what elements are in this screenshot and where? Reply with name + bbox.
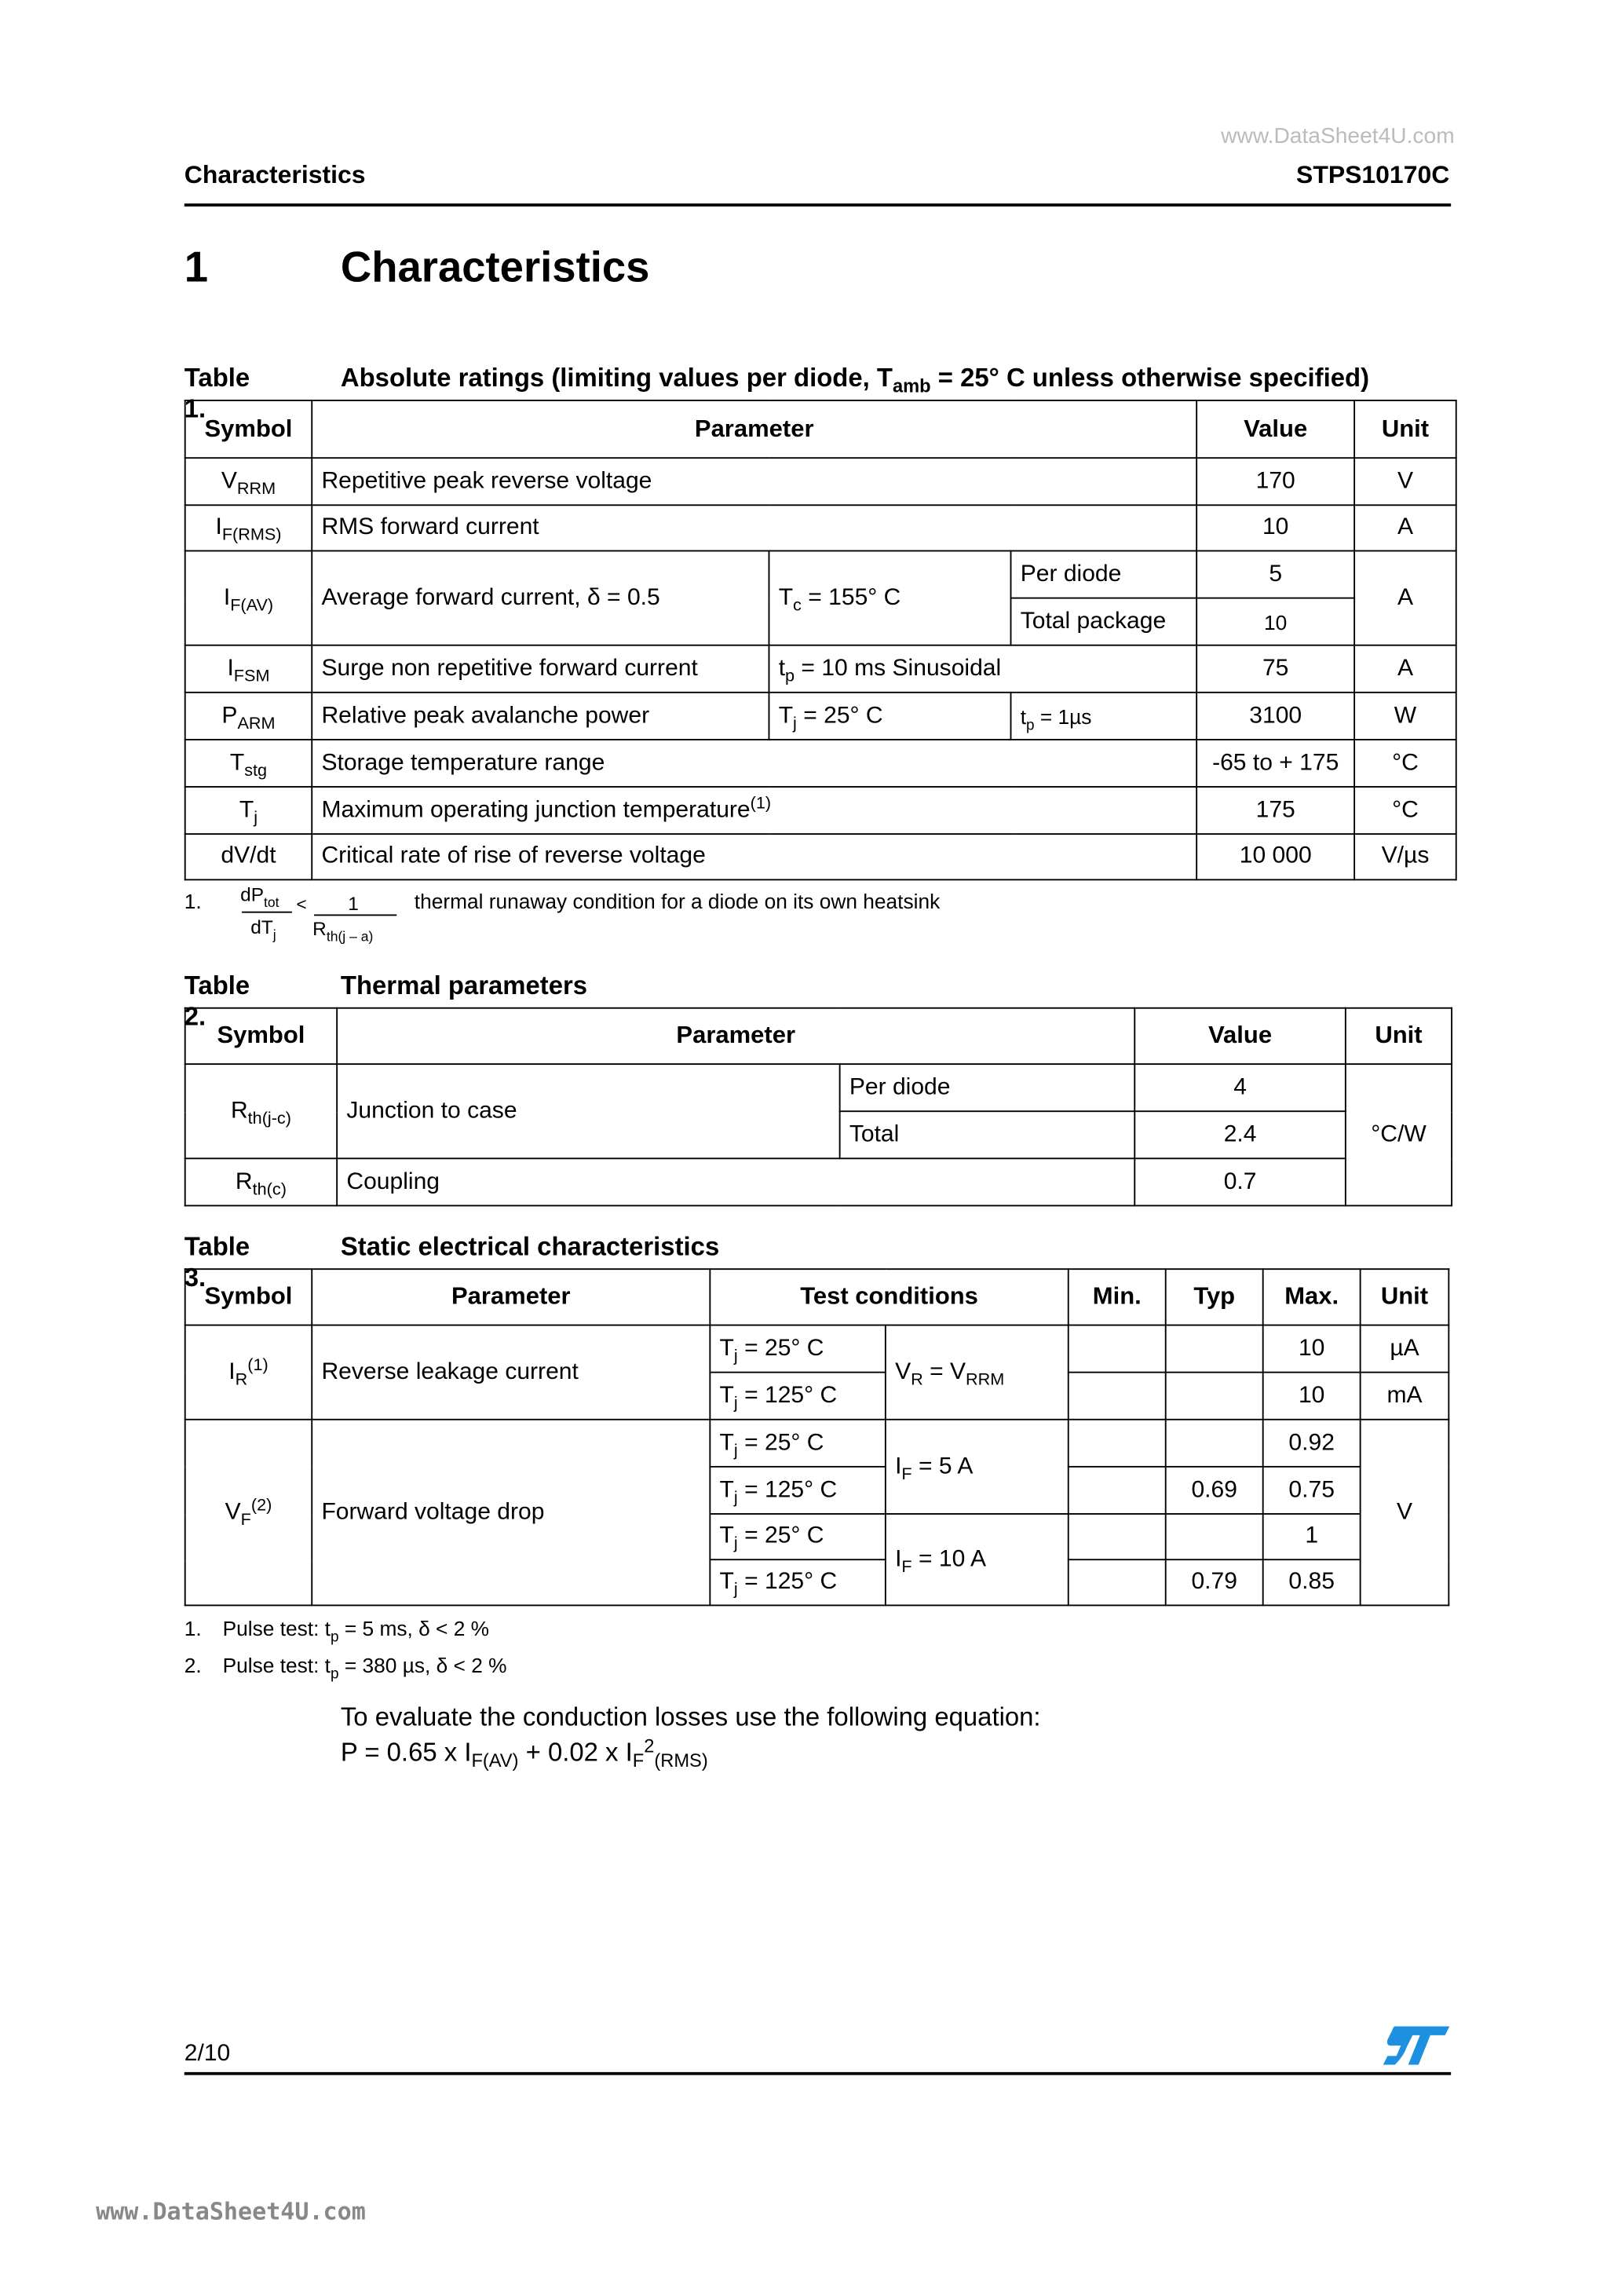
table-cell: 0.75 (1263, 1467, 1361, 1514)
subscript: p (785, 667, 795, 686)
table-cell (185, 1325, 312, 1420)
subscript: amb (892, 375, 931, 397)
text (312, 917, 374, 945)
subscript: FSM (233, 667, 270, 686)
text (1383, 2024, 1451, 2067)
thermal-parameters-table (184, 1007, 1452, 1207)
col-header: Symbol (185, 400, 312, 458)
table-cell: Relative peak avalanche power (312, 693, 769, 740)
table-cell: 5 (1196, 551, 1354, 598)
table-cell: Total package (1011, 598, 1197, 645)
text: I (223, 584, 231, 610)
subscript: F (240, 1511, 251, 1529)
text: thermal runaway condition for a diode on its own heatsink (414, 889, 941, 913)
table-row (185, 400, 1456, 458)
equation-intro: To evaluate the conduction losses use the following equation: (340, 1702, 1041, 1732)
table-cell (886, 1514, 1069, 1605)
header-part-number: STPS10170C (1296, 160, 1450, 189)
table-cell: 1 (1263, 1514, 1361, 1559)
text: < (296, 894, 307, 915)
table-cell: Per diode (840, 1064, 1135, 1111)
subscript: F(AV) (471, 1750, 519, 1771)
table-cell: Coupling (337, 1158, 1134, 1205)
text (1383, 2027, 1450, 2065)
table-cell: 3100 (1196, 693, 1354, 740)
table-row (185, 505, 1456, 550)
table-cell (312, 787, 1196, 834)
subscript: RRM (966, 1370, 1005, 1389)
table-cell (769, 693, 1010, 740)
text: R (230, 1098, 248, 1124)
table-cell: -65 to + 175 (1196, 740, 1354, 787)
table-cell: µA (1361, 1325, 1449, 1373)
text: = 125° C (744, 1382, 838, 1408)
table-cell: $T_j = 25^\circ$ C (710, 1420, 886, 1467)
table-cell: mA (1361, 1373, 1449, 1420)
text (185, 1269, 1449, 1605)
table-cell (1166, 1420, 1263, 1467)
table-cell: $T_j = 125^\circ$ C (710, 1559, 886, 1605)
text: Table 2. (184, 970, 250, 1031)
text: = 5 A (911, 1453, 974, 1479)
table-cell: Forward voltage drop (312, 1420, 710, 1606)
table-cell: A (1354, 505, 1456, 550)
table-cell (1166, 1325, 1263, 1373)
column-header: Min. (1069, 1269, 1166, 1325)
static-electrical-table (184, 1268, 1450, 1606)
subscript: j (733, 1489, 738, 1507)
text: I (228, 1358, 236, 1384)
table-row (185, 458, 1456, 505)
text (185, 400, 1456, 879)
text: 1 (348, 892, 359, 915)
text: t (1020, 704, 1027, 728)
table-cell: Critical rate of rise of reverse voltage (312, 834, 1196, 879)
text: = 10 A (911, 1546, 987, 1572)
table-row (185, 1064, 1452, 1111)
col-header: Parameter (312, 400, 1196, 458)
table-cell: $T_j = 125^\circ$ C (710, 1467, 886, 1514)
text: V (225, 1499, 241, 1525)
table-cell: dV/dt (185, 834, 312, 879)
table-cell: 4 (1134, 1064, 1346, 1111)
subscript: F (632, 1750, 645, 1771)
subscript: p (331, 1629, 339, 1647)
subscript: tot (264, 895, 279, 910)
text: 1. (184, 1616, 202, 1640)
subscript: j (733, 1347, 738, 1366)
text: V (895, 1358, 911, 1384)
table-cell (185, 645, 312, 693)
text: = 25° C unless otherwise specified) (930, 363, 1370, 393)
col-header: Unit (1354, 400, 1456, 458)
text: = 25° C (796, 702, 883, 728)
section-number: 1 (184, 244, 209, 292)
table-cell: °C (1354, 740, 1456, 787)
subscript: j (733, 1581, 738, 1599)
table-cell: Average forward current, δ = 0.5 (312, 551, 769, 645)
header-section: Characteristics (184, 160, 366, 189)
table-cell (185, 505, 312, 550)
text: = 25° C (744, 1523, 824, 1549)
page-number: 2/10 (184, 2041, 231, 2067)
subscript: j (733, 1441, 738, 1460)
column-header: Value (1134, 1008, 1346, 1064)
text: = V (922, 1358, 966, 1384)
text: I (895, 1546, 902, 1572)
column-header: Symbol (185, 1008, 337, 1064)
subscript: F (901, 1464, 912, 1483)
table-cell: 75 (1196, 645, 1354, 693)
table-cell: V (1361, 1420, 1449, 1606)
table-cell: 10 (1263, 1373, 1361, 1420)
text: T (239, 797, 254, 823)
table-row (185, 1269, 1449, 1325)
table-cell: Junction to case (337, 1064, 839, 1158)
text: Table 3. (184, 1231, 250, 1292)
table-cell: 10 (1196, 598, 1354, 645)
table-cell (1069, 1514, 1166, 1559)
table-cell: 0.7 (1134, 1158, 1346, 1205)
subscript: th(j – a) (326, 929, 374, 945)
text: I (227, 655, 234, 681)
table-row (185, 787, 1456, 834)
text: t (778, 655, 786, 681)
table-cell (769, 551, 1010, 645)
text: P = 0.65 x I (340, 1737, 472, 1768)
subscript: ARM (237, 714, 276, 733)
table-cell: 2.4 (1134, 1111, 1346, 1158)
text: R (312, 917, 327, 940)
text: dP (240, 883, 265, 906)
text: = 1µs (1034, 704, 1092, 728)
text: = 10 ms Sinusoidal (795, 655, 1002, 681)
subscript: j (793, 714, 797, 733)
table-cell: Reverse leakage current (312, 1325, 710, 1420)
subscript: j (272, 927, 276, 943)
table3-note-2 (184, 1653, 507, 1684)
text: = 25° C (744, 1429, 824, 1455)
text: T (778, 702, 794, 728)
subscript: c (793, 596, 802, 615)
column-header: Parameter (312, 1269, 710, 1325)
table-cell (1069, 1373, 1166, 1420)
header-divider (184, 203, 1451, 207)
table-cell: V (1354, 458, 1456, 505)
text: Thermal parameters (340, 970, 588, 1000)
table-cell (185, 551, 312, 645)
table-cell: V/µs (1354, 834, 1456, 879)
col-header: Value (1196, 400, 1354, 458)
subscript: F(RMS) (221, 526, 282, 545)
text (222, 1616, 490, 1647)
column-header: Unit (1346, 1008, 1452, 1064)
text (185, 1008, 1452, 1206)
table-cell (769, 645, 1196, 693)
conduction-loss-equation (340, 1735, 708, 1771)
subscript: th(j-c) (247, 1110, 291, 1128)
table-cell (185, 458, 312, 505)
table-cell (1166, 1373, 1263, 1420)
table-title (340, 363, 1370, 397)
text: = 155° C (801, 584, 901, 610)
table-cell: 0.92 (1263, 1420, 1361, 1467)
table3-note-1 (184, 1616, 490, 1647)
st-logo (1383, 2024, 1451, 2075)
table-cell: 0.79 (1166, 1559, 1263, 1605)
text: I (895, 1453, 902, 1479)
text (250, 916, 276, 943)
text: T (229, 750, 245, 775)
table-cell (886, 1325, 1069, 1420)
subscript: stg (244, 762, 268, 780)
table-row (185, 1420, 1449, 1467)
table-cell: $T_j = 25^\circ$ C (710, 1514, 886, 1559)
table-cell: 10 000 (1196, 834, 1354, 879)
table-cell: 170 (1196, 458, 1354, 505)
column-header: Unit (1361, 1269, 1449, 1325)
text: dT (250, 916, 273, 938)
subscript: j (733, 1394, 738, 1413)
text: = 380 µs, δ < 2 % (338, 1653, 507, 1677)
subscript: R (911, 1370, 923, 1389)
table-cell: A (1354, 645, 1456, 693)
absolute-ratings-table (184, 400, 1457, 880)
text: = 5 ms, δ < 2 % (338, 1616, 490, 1640)
table-cell (185, 1420, 312, 1606)
text: Static electrical characteristics (340, 1231, 720, 1261)
table-label: Table 1. (184, 363, 250, 424)
subscript: F (901, 1558, 912, 1576)
table-row (185, 693, 1456, 740)
column-header: Parameter (337, 1008, 1134, 1064)
table-cell (1069, 1325, 1166, 1373)
table-cell: $T_j = 25^\circ$ C (710, 1325, 886, 1373)
text: = 125° C (744, 1477, 838, 1502)
table-cell (1069, 1559, 1166, 1605)
table-row (185, 1325, 1449, 1373)
table-cell: 0.85 (1263, 1559, 1361, 1605)
subscript: RRM (236, 480, 276, 498)
table-cell (185, 740, 312, 787)
table1-footnote (184, 883, 1217, 956)
subscript: (RMS) (654, 1750, 708, 1771)
table-cell: Storage temperature range (312, 740, 1196, 787)
text (314, 914, 396, 916)
column-header: Test conditions (710, 1269, 1068, 1325)
table-cell: Per diode (1011, 551, 1197, 598)
column-header: Typ (1166, 1269, 1263, 1325)
text: Pulse test: t (222, 1653, 331, 1677)
table-cell: A (1354, 551, 1456, 645)
subscript: F(AV) (230, 596, 274, 615)
text (240, 883, 279, 910)
text: = 25° C (744, 1335, 824, 1361)
superscript: (1) (247, 1356, 269, 1374)
text: T (778, 584, 794, 610)
table-cell (1166, 1514, 1263, 1559)
table-row (185, 740, 1456, 787)
text: P (221, 702, 238, 728)
text (222, 1653, 507, 1684)
text: Pulse test: t (222, 1616, 331, 1640)
table-cell (185, 787, 312, 834)
table-cell: Repetitive peak reverse voltage (312, 458, 1196, 505)
watermark-bottom: www.DataSheet4U.com (96, 2197, 366, 2226)
table-cell: 0.69 (1166, 1467, 1263, 1514)
table-cell (1011, 693, 1197, 740)
table-cell: W (1354, 693, 1456, 740)
table-row (185, 834, 1456, 879)
table-cell (185, 1064, 337, 1158)
subscript: th(c) (252, 1180, 287, 1199)
table-cell (185, 1158, 337, 1205)
table-cell (1069, 1420, 1166, 1467)
text: 2. (184, 1653, 202, 1677)
table-row (185, 551, 1456, 598)
superscript: (1) (750, 794, 772, 812)
table-row (185, 645, 1456, 693)
table-cell (185, 693, 312, 740)
text: I (215, 514, 222, 540)
table-cell: °C/W (1346, 1064, 1452, 1205)
text: Absolute ratings (limiting values per diode, T (340, 363, 893, 393)
subscript: j (254, 809, 258, 827)
table-cell: 175 (1196, 787, 1354, 834)
table-cell: 10 (1263, 1325, 1361, 1373)
text: 1. (184, 889, 202, 913)
text: V (221, 468, 237, 494)
table-cell (1069, 1467, 1166, 1514)
subscript: j (733, 1535, 738, 1553)
section-title: Characteristics (340, 244, 650, 292)
table-row (185, 1008, 1452, 1064)
table-cell (886, 1420, 1069, 1514)
subscript: R (235, 1370, 248, 1389)
text (242, 912, 292, 913)
table-row (185, 1158, 1452, 1205)
superscript: 2 (644, 1735, 655, 1757)
subscript: p (1026, 717, 1035, 734)
table-cell: RMS forward current (312, 505, 1196, 550)
table-cell: $T_j = 125^\circ$ C (710, 1373, 886, 1420)
text: + 0.02 x I (518, 1737, 633, 1768)
subscript: p (331, 1666, 339, 1684)
table-cell: 10 (1196, 505, 1354, 550)
column-header: Symbol (185, 1269, 312, 1325)
watermark-top: www.DataSheet4U.com (1221, 123, 1455, 149)
superscript: (2) (250, 1496, 272, 1514)
table-cell: Surge non repetitive forward current (312, 645, 769, 693)
table-cell: °C (1354, 787, 1456, 834)
footer-divider (184, 2072, 1451, 2075)
text: Maximum operating junction temperature (321, 797, 751, 823)
text: = 125° C (744, 1569, 838, 1595)
table-cell: Total (840, 1111, 1135, 1158)
column-header: Max. (1263, 1269, 1361, 1325)
text: R (235, 1168, 253, 1194)
